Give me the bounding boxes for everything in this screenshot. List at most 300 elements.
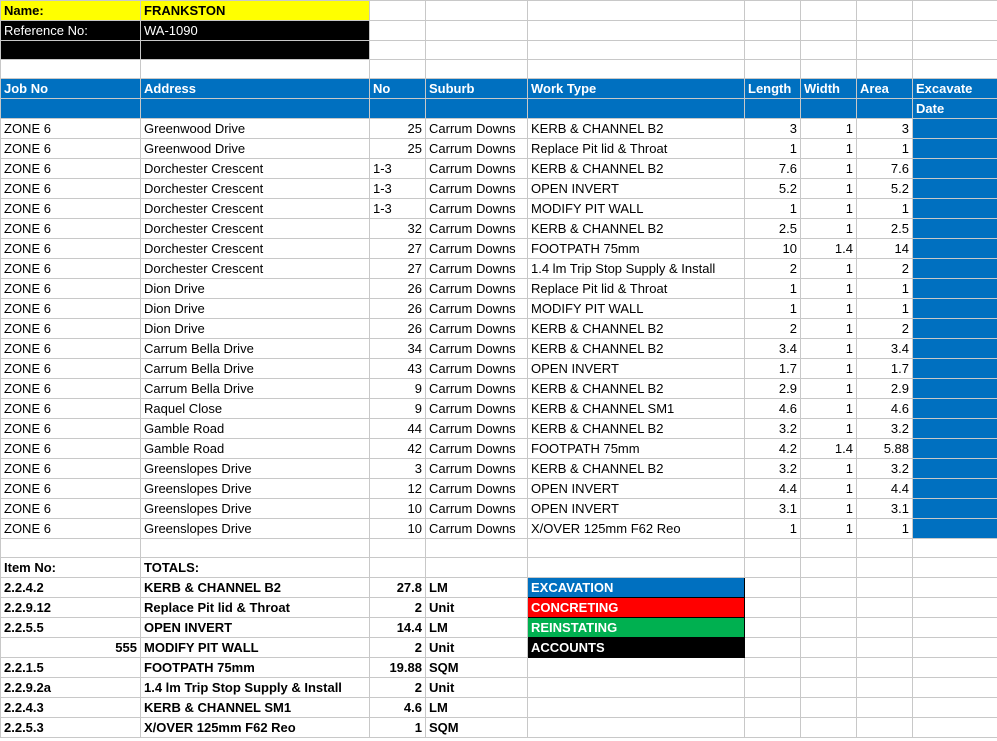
work-type-cell[interactable]: KERB & CHANNEL B2 xyxy=(528,419,745,439)
suburb-cell[interactable]: Carrum Downs xyxy=(426,299,528,319)
empty-cell[interactable] xyxy=(426,60,528,79)
job-no-cell[interactable]: ZONE 6 xyxy=(1,279,141,299)
address-cell[interactable]: Carrum Bella Drive xyxy=(141,379,370,399)
street-no-cell[interactable]: 25 xyxy=(370,119,426,139)
width-cell[interactable]: 1 xyxy=(801,279,857,299)
suburb-cell[interactable]: Carrum Downs xyxy=(426,499,528,519)
excavate-date-cell[interactable] xyxy=(913,339,997,359)
empty-cell[interactable] xyxy=(426,1,528,21)
excavate-date-cell[interactable] xyxy=(913,439,997,459)
address-cell[interactable]: Dion Drive xyxy=(141,279,370,299)
empty-cell[interactable] xyxy=(528,99,745,119)
length-cell[interactable]: 2.9 xyxy=(745,379,801,399)
address-cell[interactable]: Carrum Bella Drive xyxy=(141,339,370,359)
work-type-cell[interactable]: KERB & CHANNEL B2 xyxy=(528,119,745,139)
area-cell[interactable]: 2 xyxy=(857,319,913,339)
name-label[interactable]: Name: xyxy=(1,1,141,21)
length-cell[interactable]: 1 xyxy=(745,519,801,539)
work-type-cell[interactable]: Replace Pit lid & Throat xyxy=(528,279,745,299)
total-unit-cell[interactable]: LM xyxy=(426,578,528,598)
suburb-cell[interactable]: Carrum Downs xyxy=(426,379,528,399)
work-type-cell[interactable]: KERB & CHANNEL B2 xyxy=(528,379,745,399)
empty-cell[interactable] xyxy=(745,618,801,638)
width-cell[interactable]: 1 xyxy=(801,459,857,479)
address-cell[interactable]: Greenslopes Drive xyxy=(141,499,370,519)
col-width[interactable]: Width xyxy=(801,79,857,99)
empty-cell[interactable] xyxy=(1,99,141,119)
street-no-cell[interactable]: 26 xyxy=(370,299,426,319)
empty-cell[interactable] xyxy=(528,60,745,79)
total-description-cell[interactable]: KERB & CHANNEL B2 xyxy=(141,578,370,598)
empty-cell[interactable] xyxy=(857,638,913,658)
job-no-cell[interactable]: ZONE 6 xyxy=(1,359,141,379)
excavate-date-cell[interactable] xyxy=(913,119,997,139)
item-no-cell[interactable]: 2.2.5.5 xyxy=(1,618,141,638)
excavate-date-cell[interactable] xyxy=(913,499,997,519)
area-cell[interactable]: 5.88 xyxy=(857,439,913,459)
total-unit-cell[interactable]: Unit xyxy=(426,598,528,618)
reference-value[interactable]: WA-1090 xyxy=(141,21,370,41)
width-cell[interactable]: 1 xyxy=(801,299,857,319)
excavate-date-cell[interactable] xyxy=(913,379,997,399)
length-cell[interactable]: 4.2 xyxy=(745,439,801,459)
empty-cell[interactable] xyxy=(1,539,141,558)
width-cell[interactable]: 1 xyxy=(801,139,857,159)
item-no-cell[interactable]: 2.2.4.3 xyxy=(1,698,141,718)
suburb-cell[interactable]: Carrum Downs xyxy=(426,439,528,459)
street-no-cell[interactable]: 32 xyxy=(370,219,426,239)
suburb-cell[interactable]: Carrum Downs xyxy=(426,279,528,299)
total-qty-cell[interactable]: 1 xyxy=(370,718,426,738)
empty-cell[interactable] xyxy=(745,638,801,658)
width-cell[interactable]: 1 xyxy=(801,199,857,219)
address-cell[interactable]: Dorchester Crescent xyxy=(141,179,370,199)
width-cell[interactable]: 1 xyxy=(801,219,857,239)
total-description-cell[interactable]: KERB & CHANNEL SM1 xyxy=(141,698,370,718)
empty-cell[interactable] xyxy=(141,539,370,558)
street-no-cell[interactable]: 9 xyxy=(370,379,426,399)
empty-cell[interactable] xyxy=(801,678,857,698)
street-no-cell[interactable]: 9 xyxy=(370,399,426,419)
empty-cell[interactable] xyxy=(857,678,913,698)
address-cell[interactable]: Gamble Road xyxy=(141,419,370,439)
suburb-cell[interactable]: Carrum Downs xyxy=(426,359,528,379)
length-cell[interactable]: 1 xyxy=(745,199,801,219)
empty-cell[interactable] xyxy=(913,678,997,698)
empty-cell[interactable] xyxy=(913,598,997,618)
empty-cell[interactable] xyxy=(857,558,913,578)
job-no-cell[interactable]: ZONE 6 xyxy=(1,459,141,479)
empty-cell[interactable] xyxy=(141,41,370,60)
total-description-cell[interactable]: OPEN INVERT xyxy=(141,618,370,638)
street-no-cell[interactable]: 3 xyxy=(370,459,426,479)
suburb-cell[interactable]: Carrum Downs xyxy=(426,319,528,339)
suburb-cell[interactable]: Carrum Downs xyxy=(426,459,528,479)
col-length[interactable]: Length xyxy=(745,79,801,99)
work-type-cell[interactable]: KERB & CHANNEL B2 xyxy=(528,459,745,479)
street-no-cell[interactable]: 42 xyxy=(370,439,426,459)
empty-cell[interactable] xyxy=(801,698,857,718)
empty-cell[interactable] xyxy=(370,1,426,21)
address-cell[interactable]: Greenwood Drive xyxy=(141,139,370,159)
empty-cell[interactable] xyxy=(913,658,997,678)
area-cell[interactable]: 14 xyxy=(857,239,913,259)
empty-cell[interactable] xyxy=(913,21,997,41)
empty-cell[interactable] xyxy=(801,99,857,119)
length-cell[interactable]: 7.6 xyxy=(745,159,801,179)
col-suburb[interactable]: Suburb xyxy=(426,79,528,99)
area-cell[interactable]: 3 xyxy=(857,119,913,139)
empty-cell[interactable] xyxy=(426,539,528,558)
empty-cell[interactable] xyxy=(528,698,745,718)
empty-cell[interactable] xyxy=(745,21,801,41)
length-cell[interactable]: 4.6 xyxy=(745,399,801,419)
area-cell[interactable]: 1 xyxy=(857,299,913,319)
item-no-cell[interactable]: 2.2.1.5 xyxy=(1,658,141,678)
job-no-cell[interactable]: ZONE 6 xyxy=(1,319,141,339)
suburb-cell[interactable]: Carrum Downs xyxy=(426,119,528,139)
area-cell[interactable]: 1 xyxy=(857,199,913,219)
width-cell[interactable]: 1 xyxy=(801,499,857,519)
empty-cell[interactable] xyxy=(370,99,426,119)
street-no-cell[interactable]: 1-3 xyxy=(370,199,426,219)
work-type-cell[interactable]: KERB & CHANNEL B2 xyxy=(528,159,745,179)
empty-cell[interactable] xyxy=(528,558,745,578)
empty-cell[interactable] xyxy=(857,718,913,738)
total-description-cell[interactable]: FOOTPATH 75mm xyxy=(141,658,370,678)
suburb-cell[interactable]: Carrum Downs xyxy=(426,219,528,239)
length-cell[interactable]: 1 xyxy=(745,299,801,319)
area-cell[interactable]: 3.1 xyxy=(857,499,913,519)
empty-cell[interactable] xyxy=(857,658,913,678)
total-qty-cell[interactable]: 4.6 xyxy=(370,698,426,718)
excavate-date-cell[interactable] xyxy=(913,159,997,179)
empty-cell[interactable] xyxy=(857,41,913,60)
empty-cell[interactable] xyxy=(745,558,801,578)
width-cell[interactable]: 1 xyxy=(801,179,857,199)
empty-cell[interactable] xyxy=(801,638,857,658)
col-job-no[interactable]: Job No xyxy=(1,79,141,99)
address-cell[interactable]: Dorchester Crescent xyxy=(141,259,370,279)
street-no-cell[interactable]: 10 xyxy=(370,519,426,539)
legend-excavation[interactable]: EXCAVATION xyxy=(528,578,745,598)
empty-cell[interactable] xyxy=(141,99,370,119)
excavate-date-cell[interactable] xyxy=(913,139,997,159)
area-cell[interactable]: 1 xyxy=(857,139,913,159)
empty-cell[interactable] xyxy=(913,558,997,578)
name-value[interactable]: FRANKSTON xyxy=(141,1,370,21)
street-no-cell[interactable]: 12 xyxy=(370,479,426,499)
suburb-cell[interactable]: Carrum Downs xyxy=(426,419,528,439)
excavate-date-cell[interactable] xyxy=(913,399,997,419)
address-cell[interactable]: Greenwood Drive xyxy=(141,119,370,139)
address-cell[interactable]: Greenslopes Drive xyxy=(141,459,370,479)
length-cell[interactable]: 2.5 xyxy=(745,219,801,239)
empty-cell[interactable] xyxy=(141,60,370,79)
empty-cell[interactable] xyxy=(426,21,528,41)
area-cell[interactable]: 1 xyxy=(857,519,913,539)
empty-cell[interactable] xyxy=(1,60,141,79)
job-no-cell[interactable]: ZONE 6 xyxy=(1,239,141,259)
width-cell[interactable]: 1 xyxy=(801,479,857,499)
job-no-cell[interactable]: ZONE 6 xyxy=(1,479,141,499)
suburb-cell[interactable]: Carrum Downs xyxy=(426,259,528,279)
job-no-cell[interactable]: ZONE 6 xyxy=(1,339,141,359)
area-cell[interactable]: 1 xyxy=(857,279,913,299)
street-no-cell[interactable]: 26 xyxy=(370,319,426,339)
area-cell[interactable]: 5.2 xyxy=(857,179,913,199)
total-qty-cell[interactable]: 19.88 xyxy=(370,658,426,678)
empty-cell[interactable] xyxy=(857,598,913,618)
empty-cell[interactable] xyxy=(801,578,857,598)
col-excavate[interactable]: Excavate xyxy=(913,79,997,99)
address-cell[interactable]: Dion Drive xyxy=(141,299,370,319)
col-area[interactable]: Area xyxy=(857,79,913,99)
suburb-cell[interactable]: Carrum Downs xyxy=(426,479,528,499)
area-cell[interactable]: 3.2 xyxy=(857,419,913,439)
total-description-cell[interactable]: MODIFY PIT WALL xyxy=(141,638,370,658)
area-cell[interactable]: 4.6 xyxy=(857,399,913,419)
empty-cell[interactable] xyxy=(801,21,857,41)
street-no-cell[interactable]: 25 xyxy=(370,139,426,159)
street-no-cell[interactable]: 27 xyxy=(370,239,426,259)
street-no-cell[interactable]: 43 xyxy=(370,359,426,379)
empty-cell[interactable] xyxy=(745,598,801,618)
job-no-cell[interactable]: ZONE 6 xyxy=(1,399,141,419)
excavate-date-cell[interactable] xyxy=(913,519,997,539)
address-cell[interactable]: Raquel Close xyxy=(141,399,370,419)
empty-cell[interactable] xyxy=(857,60,913,79)
width-cell[interactable]: 1.4 xyxy=(801,439,857,459)
empty-cell[interactable] xyxy=(426,99,528,119)
total-description-cell[interactable]: Replace Pit lid & Throat xyxy=(141,598,370,618)
empty-cell[interactable] xyxy=(528,658,745,678)
area-cell[interactable]: 2.9 xyxy=(857,379,913,399)
excavate-date-cell[interactable] xyxy=(913,419,997,439)
work-type-cell[interactable]: FOOTPATH 75mm xyxy=(528,439,745,459)
empty-cell[interactable] xyxy=(370,539,426,558)
empty-cell[interactable] xyxy=(745,578,801,598)
empty-cell[interactable] xyxy=(801,1,857,21)
empty-cell[interactable] xyxy=(857,698,913,718)
empty-cell[interactable] xyxy=(745,678,801,698)
excavate-date-cell[interactable] xyxy=(913,279,997,299)
empty-cell[interactable] xyxy=(913,539,997,558)
empty-cell[interactable] xyxy=(745,539,801,558)
length-cell[interactable]: 3.2 xyxy=(745,419,801,439)
job-no-cell[interactable]: ZONE 6 xyxy=(1,439,141,459)
address-cell[interactable]: Gamble Road xyxy=(141,439,370,459)
total-description-cell[interactable]: X/OVER 125mm F62 Reo xyxy=(141,718,370,738)
width-cell[interactable]: 1 xyxy=(801,159,857,179)
item-no-cell[interactable]: 2.2.9.12 xyxy=(1,598,141,618)
width-cell[interactable]: 1.4 xyxy=(801,239,857,259)
empty-cell[interactable] xyxy=(857,578,913,598)
width-cell[interactable]: 1 xyxy=(801,319,857,339)
work-type-cell[interactable]: OPEN INVERT xyxy=(528,499,745,519)
suburb-cell[interactable]: Carrum Downs xyxy=(426,399,528,419)
totals-label[interactable]: TOTALS: xyxy=(141,558,370,578)
work-type-cell[interactable]: Replace Pit lid & Throat xyxy=(528,139,745,159)
empty-cell[interactable] xyxy=(1,41,141,60)
address-cell[interactable]: Dorchester Crescent xyxy=(141,219,370,239)
length-cell[interactable]: 1.7 xyxy=(745,359,801,379)
length-cell[interactable]: 3 xyxy=(745,119,801,139)
address-cell[interactable]: Greenslopes Drive xyxy=(141,479,370,499)
item-no-cell[interactable]: 2.2.5.3 xyxy=(1,718,141,738)
empty-cell[interactable] xyxy=(801,718,857,738)
empty-cell[interactable] xyxy=(801,598,857,618)
total-qty-cell[interactable]: 27.8 xyxy=(370,578,426,598)
work-type-cell[interactable]: OPEN INVERT xyxy=(528,479,745,499)
area-cell[interactable]: 2.5 xyxy=(857,219,913,239)
empty-cell[interactable] xyxy=(528,718,745,738)
empty-cell[interactable] xyxy=(857,1,913,21)
area-cell[interactable]: 7.6 xyxy=(857,159,913,179)
street-no-cell[interactable]: 44 xyxy=(370,419,426,439)
excavate-date-cell[interactable] xyxy=(913,299,997,319)
area-cell[interactable]: 2 xyxy=(857,259,913,279)
item-no-label[interactable]: Item No: xyxy=(1,558,141,578)
width-cell[interactable]: 1 xyxy=(801,339,857,359)
total-unit-cell[interactable]: Unit xyxy=(426,678,528,698)
area-cell[interactable]: 3.4 xyxy=(857,339,913,359)
job-no-cell[interactable]: ZONE 6 xyxy=(1,139,141,159)
address-cell[interactable]: Dorchester Crescent xyxy=(141,159,370,179)
total-qty-cell[interactable]: 14.4 xyxy=(370,618,426,638)
empty-cell[interactable] xyxy=(857,21,913,41)
empty-cell[interactable] xyxy=(370,21,426,41)
work-type-cell[interactable]: OPEN INVERT xyxy=(528,359,745,379)
empty-cell[interactable] xyxy=(528,41,745,60)
excavate-date-cell[interactable] xyxy=(913,199,997,219)
empty-cell[interactable] xyxy=(857,99,913,119)
legend-concreting[interactable]: CONCRETING xyxy=(528,598,745,618)
suburb-cell[interactable]: Carrum Downs xyxy=(426,199,528,219)
empty-cell[interactable] xyxy=(745,99,801,119)
work-type-cell[interactable]: KERB & CHANNEL B2 xyxy=(528,219,745,239)
excavate-date-cell[interactable] xyxy=(913,179,997,199)
empty-cell[interactable] xyxy=(913,1,997,21)
job-no-cell[interactable]: ZONE 6 xyxy=(1,419,141,439)
work-type-cell[interactable]: 1.4 lm Trip Stop Supply & Install xyxy=(528,259,745,279)
length-cell[interactable]: 10 xyxy=(745,239,801,259)
empty-cell[interactable] xyxy=(528,21,745,41)
empty-cell[interactable] xyxy=(913,698,997,718)
empty-cell[interactable] xyxy=(801,658,857,678)
excavate-date-cell[interactable] xyxy=(913,219,997,239)
address-cell[interactable]: Greenslopes Drive xyxy=(141,519,370,539)
suburb-cell[interactable]: Carrum Downs xyxy=(426,139,528,159)
item-no-cell[interactable]: 2.2.9.2a xyxy=(1,678,141,698)
length-cell[interactable]: 3.1 xyxy=(745,499,801,519)
empty-cell[interactable] xyxy=(745,658,801,678)
width-cell[interactable]: 1 xyxy=(801,419,857,439)
empty-cell[interactable] xyxy=(801,558,857,578)
suburb-cell[interactable]: Carrum Downs xyxy=(426,519,528,539)
empty-cell[interactable] xyxy=(370,41,426,60)
excavate-date-cell[interactable] xyxy=(913,359,997,379)
suburb-cell[interactable]: Carrum Downs xyxy=(426,239,528,259)
reference-label[interactable]: Reference No: xyxy=(1,21,141,41)
excavate-date-cell[interactable] xyxy=(913,239,997,259)
empty-cell[interactable] xyxy=(913,638,997,658)
empty-cell[interactable] xyxy=(745,698,801,718)
job-no-cell[interactable]: ZONE 6 xyxy=(1,519,141,539)
suburb-cell[interactable]: Carrum Downs xyxy=(426,339,528,359)
empty-cell[interactable] xyxy=(913,618,997,638)
area-cell[interactable]: 3.2 xyxy=(857,459,913,479)
empty-cell[interactable] xyxy=(801,60,857,79)
col-work-type[interactable]: Work Type xyxy=(528,79,745,99)
job-no-cell[interactable]: ZONE 6 xyxy=(1,199,141,219)
empty-cell[interactable] xyxy=(528,539,745,558)
street-no-cell[interactable]: 27 xyxy=(370,259,426,279)
suburb-cell[interactable]: Carrum Downs xyxy=(426,179,528,199)
total-description-cell[interactable]: 1.4 lm Trip Stop Supply & Install xyxy=(141,678,370,698)
address-cell[interactable]: Dorchester Crescent xyxy=(141,199,370,219)
length-cell[interactable]: 1 xyxy=(745,279,801,299)
area-cell[interactable]: 1.7 xyxy=(857,359,913,379)
street-no-cell[interactable]: 34 xyxy=(370,339,426,359)
item-no-cell[interactable]: 555 xyxy=(1,638,141,658)
col-date[interactable]: Date xyxy=(913,99,997,119)
work-type-cell[interactable]: KERB & CHANNEL B2 xyxy=(528,339,745,359)
excavate-date-cell[interactable] xyxy=(913,259,997,279)
total-qty-cell[interactable]: 2 xyxy=(370,598,426,618)
street-no-cell[interactable]: 1-3 xyxy=(370,159,426,179)
empty-cell[interactable] xyxy=(370,558,426,578)
job-no-cell[interactable]: ZONE 6 xyxy=(1,219,141,239)
address-cell[interactable]: Dion Drive xyxy=(141,319,370,339)
length-cell[interactable]: 3.4 xyxy=(745,339,801,359)
col-address[interactable]: Address xyxy=(141,79,370,99)
item-no-cell[interactable]: 2.2.4.2 xyxy=(1,578,141,598)
address-cell[interactable]: Carrum Bella Drive xyxy=(141,359,370,379)
empty-cell[interactable] xyxy=(528,1,745,21)
empty-cell[interactable] xyxy=(528,678,745,698)
length-cell[interactable]: 2 xyxy=(745,259,801,279)
job-no-cell[interactable]: ZONE 6 xyxy=(1,379,141,399)
work-type-cell[interactable]: MODIFY PIT WALL xyxy=(528,199,745,219)
width-cell[interactable]: 1 xyxy=(801,519,857,539)
excavate-date-cell[interactable] xyxy=(913,459,997,479)
empty-cell[interactable] xyxy=(801,618,857,638)
work-type-cell[interactable]: OPEN INVERT xyxy=(528,179,745,199)
width-cell[interactable]: 1 xyxy=(801,119,857,139)
width-cell[interactable]: 1 xyxy=(801,399,857,419)
length-cell[interactable]: 3.2 xyxy=(745,459,801,479)
width-cell[interactable]: 1 xyxy=(801,359,857,379)
empty-cell[interactable] xyxy=(370,60,426,79)
total-unit-cell[interactable]: SQM xyxy=(426,658,528,678)
job-no-cell[interactable]: ZONE 6 xyxy=(1,499,141,519)
empty-cell[interactable] xyxy=(857,618,913,638)
empty-cell[interactable] xyxy=(913,60,997,79)
legend-reinstating[interactable]: REINSTATING xyxy=(528,618,745,638)
job-no-cell[interactable]: ZONE 6 xyxy=(1,259,141,279)
empty-cell[interactable] xyxy=(745,41,801,60)
job-no-cell[interactable]: ZONE 6 xyxy=(1,299,141,319)
empty-cell[interactable] xyxy=(426,41,528,60)
area-cell[interactable]: 4.4 xyxy=(857,479,913,499)
total-qty-cell[interactable]: 2 xyxy=(370,638,426,658)
street-no-cell[interactable]: 10 xyxy=(370,499,426,519)
empty-cell[interactable] xyxy=(913,718,997,738)
job-no-cell[interactable]: ZONE 6 xyxy=(1,179,141,199)
empty-cell[interactable] xyxy=(801,41,857,60)
work-type-cell[interactable]: FOOTPATH 75mm xyxy=(528,239,745,259)
